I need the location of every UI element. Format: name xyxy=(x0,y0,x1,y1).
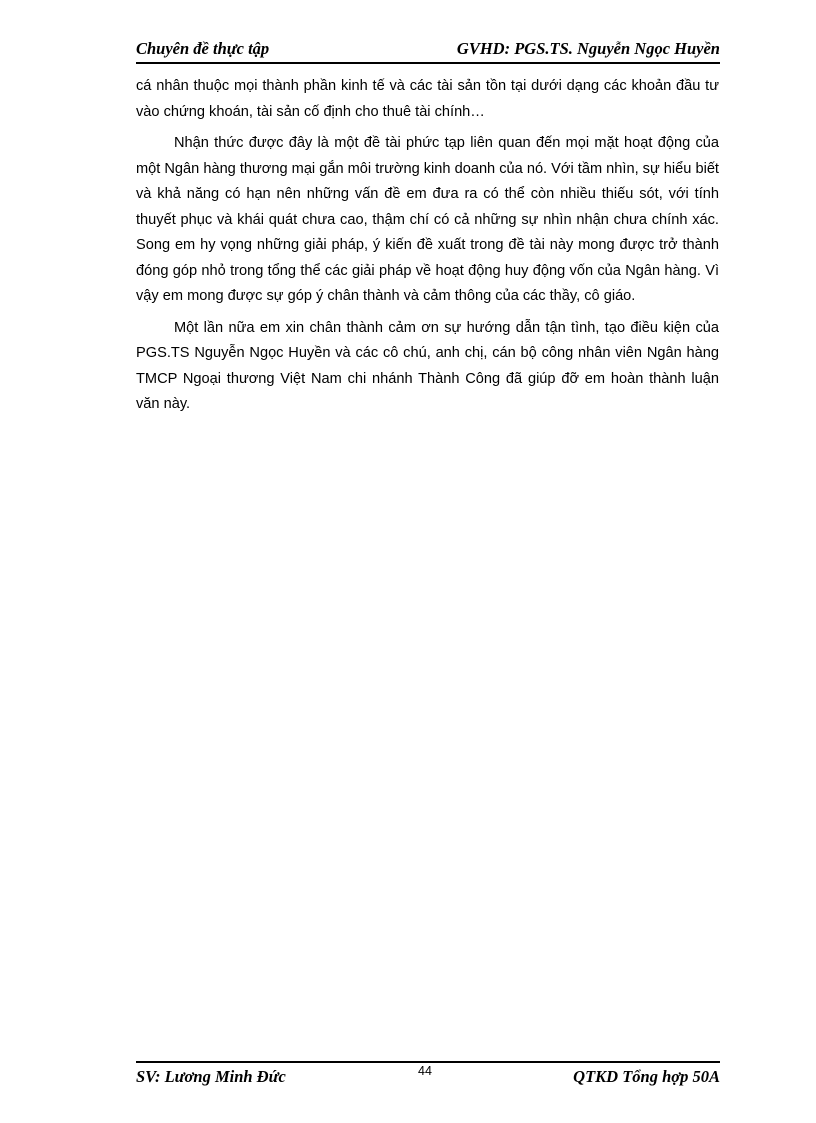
header-left-title: Chuyên đề thực tập xyxy=(136,39,270,58)
footer-student-name: SV: Lương Minh Đức xyxy=(136,1067,286,1086)
paragraph-thanks: Một lần nữa em xin chân thành cảm ơn sự hướng dẫn tận tình, tạo điều kiện của PGS.TS Nguyễn Ngọc Huyền và các cô chú, anh chị, cán bộ công nhân viên Ngân hàng TMCP Ngoại thương Việt Nam chi nhánh Thành Công đã giúp đỡ em hoàn thành luận văn này. xyxy=(136,319,719,412)
paragraph-continuation: cá nhân thuộc mọi thành phần kinh tế và các tài sản tồn tại dưới dạng các khoản đầu tư vào chứng khoán, tài sản cố định cho thuê tài chính… xyxy=(136,78,719,120)
page-footer xyxy=(136,1061,720,1093)
footer-class-name: QTKD Tổng hợp 50A xyxy=(573,1067,720,1086)
page-number: 44 xyxy=(418,1064,432,1078)
document-body xyxy=(136,74,719,424)
paragraph-awareness: Nhận thức được đây là một đề tài phức tạp liên quan đến mọi mặt hoạt động của một Ngân hàng thương mại gắn môi trường kinh doanh của nó. Với tầm nhìn, sự hiểu biết và khả năng có hạn nên những vấn đề em đưa ra có thể còn nhiều thiếu sót, với tính thuyết phục và khái quát chưa cao, thậm chí có cả những sự nhìn nhận chưa chính xác. Song em hy vọng những giải pháp, ý kiến đề xuất trong đề tài này mong được trở thành đóng góp nhỏ trong tổng thể các giải pháp về hoạt động huy động vốn của Ngân hàng. Vì vậy em mong được sự góp ý chân thành và cảm thông của các thầy, cô giáo. xyxy=(136,135,719,304)
page-header xyxy=(136,38,720,64)
header-right-advisor: GVHD: PGS.TS. Nguyễn Ngọc Huyền xyxy=(456,39,720,58)
